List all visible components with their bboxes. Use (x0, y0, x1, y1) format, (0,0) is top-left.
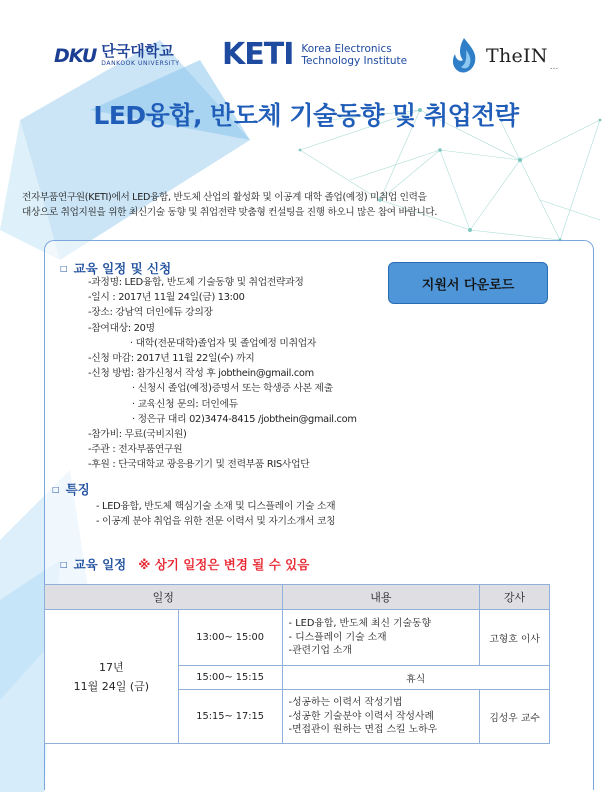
page-title: LED융합, 반도체 기술동향 및 취업전략 (93, 101, 519, 130)
table-row (45, 610, 550, 666)
dku-name: 단국대학교 (101, 42, 174, 60)
content-line: -관련기업 소개 (288, 645, 352, 657)
detail-line: -주관 : 전자부품연구원 (88, 444, 183, 456)
intro-text (22, 190, 592, 220)
detail-subline: · 정은규 대리 02)3474-8415 /jobthein@gmail.com (132, 413, 357, 425)
application-download-button[interactable]: 지원서 다운로드 (388, 262, 548, 304)
schedule-change-notice: ※ 상기 일정은 변경 될 수 있음 (138, 557, 310, 572)
time-cell: 15:00~ 15:15 (178, 666, 282, 690)
content-line: -면접관이 원하는 면접 스킬 노하우 (288, 724, 438, 736)
features-list (96, 499, 335, 529)
detail-line: -후원 : 단국대학교 광응용기기 및 전력부품 RIS사업단 (88, 459, 310, 471)
content-line: -성공한 기술분야 이력서 작성사례 (288, 710, 434, 722)
thein-dots: ... (549, 62, 559, 72)
section-heading-features (52, 480, 90, 498)
detail-line: -참가비: 무료(국비지원) (88, 428, 187, 440)
detail-line: -장소: 강남역 더인에듀 강의장 (88, 307, 213, 319)
date-cell (45, 610, 179, 744)
square-bullet-icon: □ (60, 559, 68, 569)
content-cell (282, 690, 480, 744)
instructor-cell: 김성우 교수 (480, 690, 550, 744)
content-line: - 디스플레이 기술 소재 (288, 631, 387, 643)
date-day: 11월 24일 (금) (73, 679, 150, 693)
feature-line: - LED융합, 반도체 핵심기술 소재 및 디스플레이 기술 소재 (96, 501, 336, 512)
feature-line: - 이공계 분야 취업을 위한 전문 이력서 및 자기소개서 코칭 (96, 516, 336, 528)
break-cell: 휴식 (282, 666, 549, 690)
detail-subline: · 교육신청 문의: 더인에듀 (132, 398, 238, 410)
time-cell: 15:15~ 17:15 (178, 690, 282, 744)
header-content: 내용 (282, 585, 480, 610)
square-bullet-icon: □ (60, 263, 68, 273)
detail-subline: · 대학(전문대학)졸업자 및 졸업예정 미취업자 (130, 337, 317, 349)
detail-line: -신청 방법: 참가신청서 작성 후 jobthein@gmail.com (88, 368, 314, 380)
header-instructor: 강사 (480, 585, 550, 610)
section-heading-timetable (60, 555, 309, 573)
keti-name-line2: Technology Institute (301, 55, 408, 67)
logo-bar (0, 36, 612, 86)
date-year: 17년 (99, 660, 124, 674)
instructor-cell: 고형호 이사 (480, 610, 550, 666)
square-bullet-icon: □ (52, 484, 60, 494)
detail-line: -일시 : 2017년 11월 24일(금) 13:00 (88, 292, 245, 304)
detail-subline: · 신청시 졸업(예정)증명서 또는 학생증 사본 제출 (132, 383, 333, 395)
detail-line: -신청 마감: 2017년 11월 22일(수) 까지 (88, 352, 255, 364)
detail-line: -참여대상: 20명 (88, 322, 155, 334)
section-heading-label: 교육 일정 (73, 557, 127, 572)
content-cell (282, 610, 480, 666)
thein-flame-icon (448, 36, 480, 76)
thein-name: TheIN (486, 45, 548, 67)
section-heading-label: 교육 일정 및 신청 (73, 261, 172, 276)
section-heading-label: 특징 (65, 482, 90, 497)
keti-mark: KETI (222, 37, 294, 72)
keti-logo (222, 37, 408, 72)
content-line: - LED융합, 반도체 최신 기술동향 (288, 618, 431, 630)
header-date: 일정 (45, 585, 283, 610)
intro-line-1: 전자부품연구원(KETI)에서 LED융합, 반도체 산업의 활성화 및 이공계 대학 졸업(예정) 미취업 인력을 (22, 192, 427, 203)
intro-line-2: 대상으로 취업지원을 위한 최신기술 동향 및 취업전략 맞춤형 컨설팅을 진행 하오니 많은 참여 바랍니다. (22, 207, 438, 218)
section-details (88, 275, 357, 472)
keti-name-line1: Korea Electronics (301, 42, 392, 55)
time-cell: 13:00~ 15:00 (178, 610, 282, 666)
table-header-row (45, 585, 550, 610)
schedule-table (44, 584, 550, 744)
content-line: -성공하는 이력서 작성기법 (288, 697, 403, 709)
dku-logo (54, 44, 180, 67)
detail-line: -과정명: LED융합, 반도체 기술동향 및 취업전략과정 (88, 277, 304, 288)
thein-logo (448, 36, 558, 76)
dku-mark: DKU (54, 44, 97, 67)
dku-subtitle: DANKOOK UNIVERSITY (101, 60, 180, 67)
